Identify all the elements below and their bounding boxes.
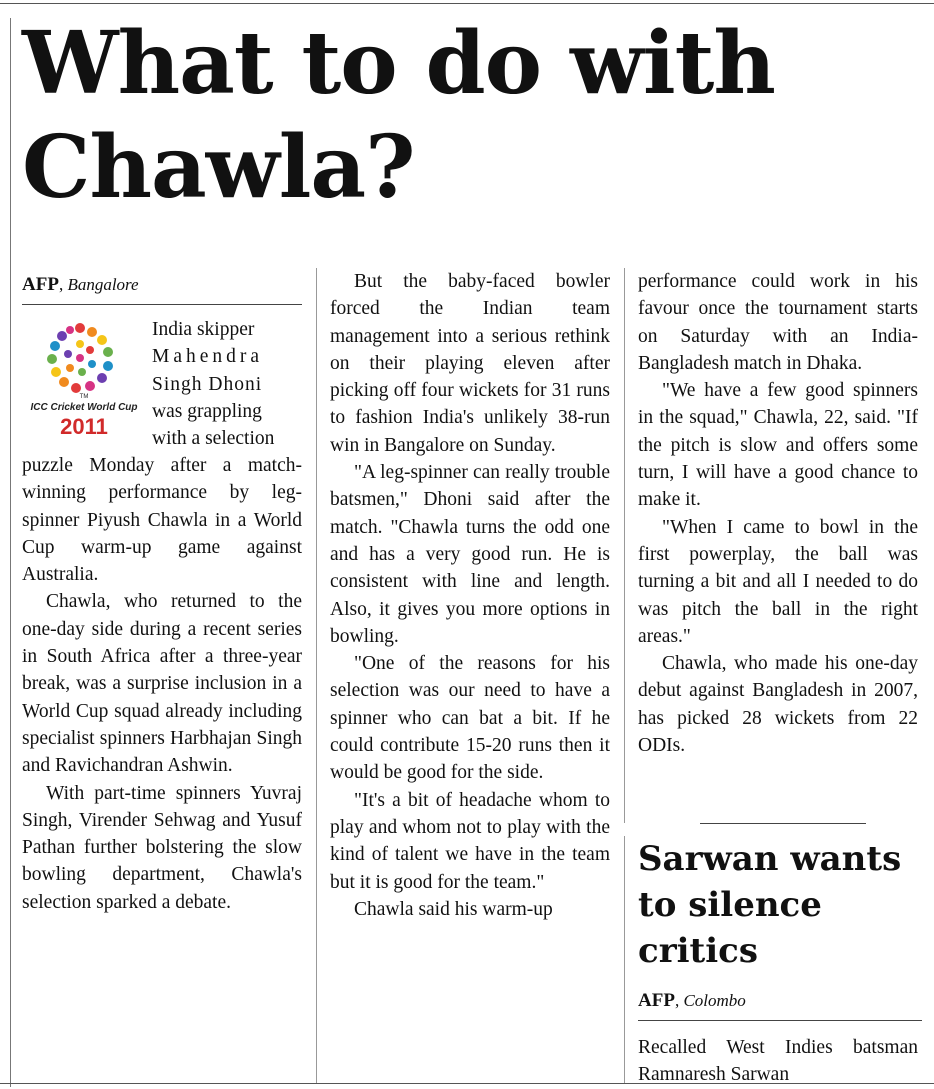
world-cup-logo [22, 314, 146, 442]
top-rule [0, 3, 934, 4]
col1-paragraph-1: puzzle Monday after a match-winning performance by leg-spinner Piyush Chawla in a World Cup warm-up game against Australia. [22, 455, 302, 586]
lead-line-5: with a selection [152, 428, 275, 450]
byline-rule [22, 304, 302, 305]
column-2 [330, 268, 610, 923]
logo-tm: TM [79, 394, 89, 400]
end-of-article-rule [700, 823, 866, 824]
headline [22, 12, 922, 220]
byline [22, 274, 139, 296]
column-1 [22, 452, 302, 916]
col3-paragraph-1: performance could work in his favour once the tournament starts on Saturday with an India-Bangladesh match in Dhaka. [638, 271, 918, 374]
logo-year: 2011 [60, 414, 108, 439]
sidebar-byline-rule [638, 1020, 922, 1021]
sidebar-headline: Sarwan wants to silence critics [638, 839, 902, 971]
lead-line-2: Mahendra [152, 346, 264, 368]
column-separator-2 [624, 268, 625, 823]
col2-paragraph-4: "It's a bit of headache whom to play and whom not to play with the kind of talent we have in the team but it is good for the team." [330, 789, 610, 893]
lead-line-4: was grappling [152, 400, 262, 422]
col2-paragraph-2: "A leg-spinner can really trouble batsmen," Dhoni said after the match. "Chawla turns the odd one and has a very good run. He is consistent with line and length. Also, it gives you more options in bowling. [330, 462, 610, 647]
sidebar-byline-separator: , [674, 991, 680, 1010]
byline-agency: AFP [22, 274, 59, 295]
col2-paragraph-3: "One of the reasons for his selection was our need to have a spinner who can bat a bit. If he could contribute 15-20 runs then it would be good for the side. [330, 653, 610, 784]
col1-paragraph-3: With part-time spinners Yuvraj Singh, Virender Sehwag and Yusuf Pathan further bolstering the slow bowling department, Chawla's selection sparked a debate. [22, 782, 302, 913]
sidebar-separator [624, 836, 625, 1083]
col3-paragraph-3: "When I came to bowl in the first powerplay, the ball was turning a bit and all I needed to do was pitch the ball in the right areas." [638, 516, 918, 647]
col2-paragraph-5: Chawla said his warm-up [354, 898, 553, 920]
sidebar-column [638, 1034, 918, 1089]
lead-line-1: India skipper [152, 319, 255, 340]
byline-separator: , [58, 275, 64, 294]
column-3 [638, 268, 918, 759]
col2-paragraph-1: But the baby-faced bowler forced the Indian team management into a serious rethink on their playing eleven after picking off four wickets for 31 runs to fashion India's unlikely 38-run win in Bangalore on Sunday. [330, 271, 610, 456]
lead-line-3: Singh Dhoni [152, 373, 263, 395]
headline-line-2: Chawla? [22, 117, 415, 218]
left-column-rule [10, 18, 11, 1087]
logo-cup-text: ICC Cricket World Cup [30, 402, 138, 413]
sidebar-byline-agency: AFP [638, 990, 675, 1011]
byline-city: Bangalore [67, 275, 139, 294]
col3-paragraph-4: Chawla, who made his one-day debut against Bangladesh in 2007, has picked 28 wickets from 22 ODIs. [638, 653, 918, 757]
col3-paragraph-2: "We have a few good spinners in the squad," Chawla, 22, said. "If the pitch is slow and offers some turn, I will have a good chance to make it. [638, 380, 918, 511]
lead-wrap-text [152, 316, 302, 452]
world-cup-emblem-icon [22, 314, 146, 404]
sidebar-byline-city: Colombo [683, 991, 746, 1010]
headline-line-1: What to do with [22, 13, 775, 114]
col1-paragraph-2: Chawla, who returned to the one-day side during a recent series in South Africa after a three-year break, was a surprise inclusion in a World Cup squad already including specialist spinners Harbhajan Singh and Ravichandran Ashwin. [22, 591, 302, 777]
sidebar-byline [638, 990, 746, 1012]
column-separator-1 [316, 268, 317, 1083]
sidebar-paragraph-1: Recalled West Indies batsman Ramnaresh Sarwan [638, 1037, 918, 1086]
